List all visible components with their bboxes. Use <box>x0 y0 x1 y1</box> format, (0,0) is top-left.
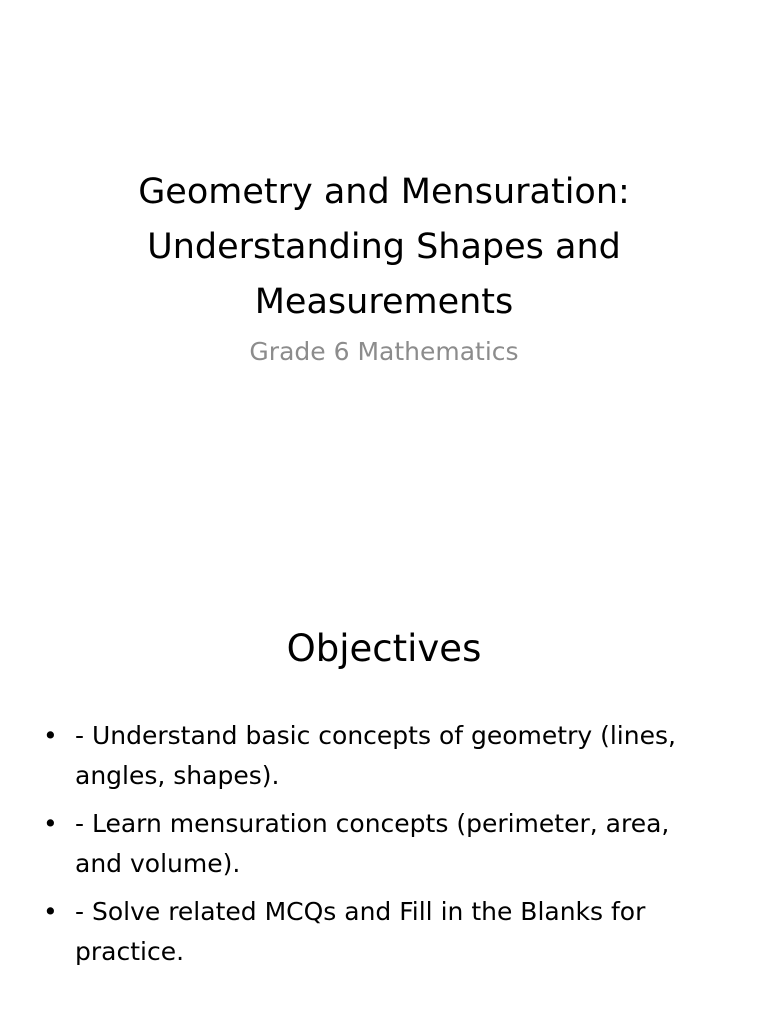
list-item <box>40 804 720 884</box>
slide-title: Geometry and Mensuration: Understanding Shapes and Measurements <box>138 172 630 322</box>
bullet-icon: • <box>43 809 58 838</box>
objectives-slide <box>0 512 768 1024</box>
list-item <box>40 892 720 972</box>
list-item-text: - Understand basic concepts of geometry (lines, angles, shapes). <box>75 721 676 790</box>
bullet-icon: • <box>43 897 58 926</box>
list-item <box>40 716 720 796</box>
objectives-title: Objectives <box>286 627 482 670</box>
bullet-icon: • <box>43 721 58 750</box>
list-item-text: - Learn mensuration concepts (perimeter, area, and volume). <box>75 809 670 878</box>
objectives-list <box>40 716 720 980</box>
list-item-text: - Solve related MCQs and Fill in the Blanks for practice. <box>75 897 646 966</box>
slide-subtitle: Grade 6 Mathematics <box>249 337 519 366</box>
